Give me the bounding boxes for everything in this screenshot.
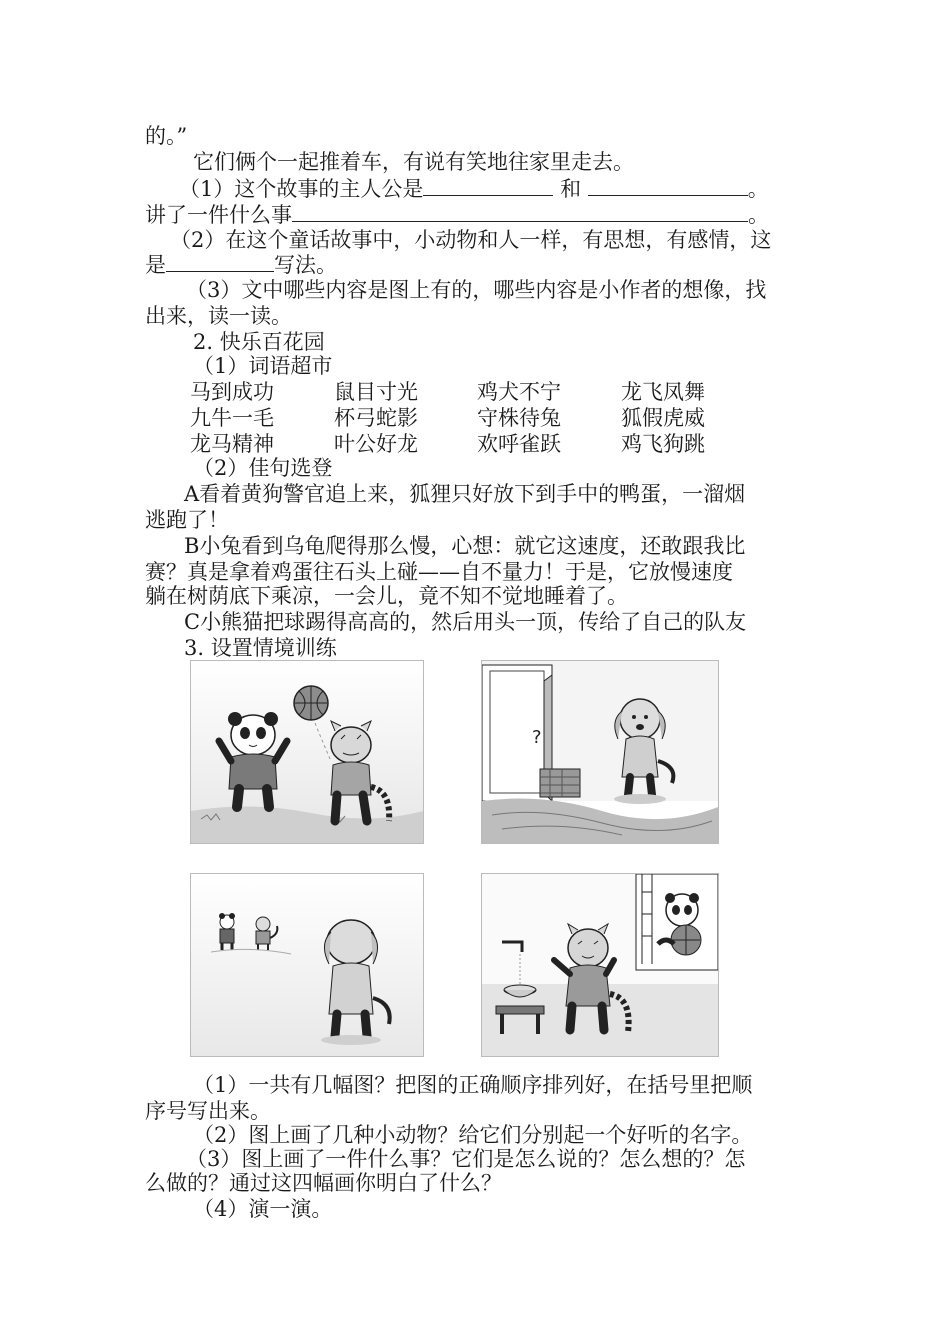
- subsection-heading: （1）词语超市: [193, 354, 333, 378]
- section-3-heading: 3. 设置情境训练: [184, 636, 337, 660]
- question-1-2-cont-end: 写法。: [274, 253, 337, 277]
- sentence-c: C小熊猫把球踢得高高的，然后用头一顶，传给了自己的队友: [184, 610, 747, 634]
- idiom: 欢呼雀跃: [477, 432, 561, 456]
- sentence-b-cont: 躺在树荫底下乘凉，一会儿，竟不知不觉地睡着了。: [145, 584, 628, 608]
- picture-panel-dog-watching: [190, 873, 424, 1057]
- question-1-1-text: （1）这个故事的主人公是: [179, 177, 424, 201]
- question-3-1: （1）一共有几幅图？把图的正确顺序排列好，在括号里把顺: [193, 1073, 753, 1097]
- idiom: 叶公好龙: [334, 432, 418, 456]
- answer-blank[interactable]: [588, 175, 748, 196]
- question-3-1-cont: 序号写出来。: [145, 1099, 271, 1123]
- question-1-1-cont: [145, 201, 769, 228]
- idiom: 鸡犬不宁: [477, 380, 561, 404]
- section-2-heading: 2. 快乐百花园: [193, 330, 325, 354]
- idiom: 龙飞凤舞: [621, 380, 705, 404]
- sentence-b: B小兔看到乌龟爬得那么慢，心想：就它这速度，还敢跟我比: [184, 534, 746, 558]
- answer-blank[interactable]: [292, 201, 748, 222]
- idiom: 守株待兔: [477, 406, 561, 430]
- idiom: 鼠目寸光: [334, 380, 418, 404]
- question-mark-sign: ?: [532, 727, 542, 748]
- sentence-b-cont: 赛？真是拿着鸡蛋往石头上碰——自不量力！于是，它放慢速度: [145, 560, 733, 584]
- sentence-a: A看着黄狗警官追上来，狐狸只好放下到手中的鸭蛋，一溜烟: [184, 482, 746, 506]
- panda-tiger-ball-illustration: [191, 661, 423, 843]
- sentence-a-cont: 逃跑了！: [145, 508, 229, 532]
- dog-at-door-illustration: [482, 661, 718, 843]
- question-1-2-cont: [145, 251, 337, 278]
- question-3-3: （3）图上画了一件什么事？它们是怎么说的？怎么想的？怎: [186, 1147, 746, 1171]
- question-1-1-end: 。: [747, 177, 769, 201]
- question-1-2-cont-text: 是: [145, 253, 166, 277]
- question-1-3-cont: 出来，读一读。: [145, 304, 292, 328]
- answer-blank[interactable]: [166, 251, 274, 272]
- idiom: 九牛一毛: [190, 406, 274, 430]
- question-1-2: （2）在这个童话故事中，小动物和人一样，有思想，有感情，这: [170, 228, 772, 252]
- text-line-1: 的。”: [145, 124, 188, 148]
- question-1-1-cont-text: 讲了一件什么事: [145, 203, 292, 227]
- question-3-3-cont: 么做的？通过这四幅画你明白了什么？: [145, 1171, 502, 1195]
- picture-panel-tiger-panda-window: [481, 873, 719, 1057]
- idiom: 龙马精神: [190, 432, 274, 456]
- answer-blank[interactable]: [423, 175, 553, 196]
- idiom: 狐假虎威: [621, 406, 705, 430]
- text-line-2: 它们俩个一起推着车，有说有笑地往家里走去。: [193, 150, 634, 174]
- idiom: 马到成功: [190, 380, 274, 404]
- question-1-1-and: 和: [560, 177, 582, 201]
- question-1-3: （3）文中哪些内容是图上有的，哪些内容是小作者的想像，找: [186, 278, 767, 302]
- question-3-2: （2）图上画了几种小动物？给它们分别起一个好听的名字。: [193, 1123, 753, 1147]
- question-1-1: [179, 175, 769, 202]
- dog-watching-illustration: [191, 874, 423, 1056]
- picture-panel-panda-tiger-ball: [190, 660, 424, 844]
- idiom: 鸡飞狗跳: [621, 432, 705, 456]
- question-1-1-cont-end: 。: [748, 203, 769, 227]
- picture-panel-dog-at-door: [481, 660, 719, 844]
- tiger-panda-window-illustration: [482, 874, 718, 1056]
- idiom: 杯弓蛇影: [334, 406, 418, 430]
- subsection-heading: （2）佳句选登: [193, 456, 333, 480]
- question-3-4: （4）演一演。: [193, 1197, 333, 1221]
